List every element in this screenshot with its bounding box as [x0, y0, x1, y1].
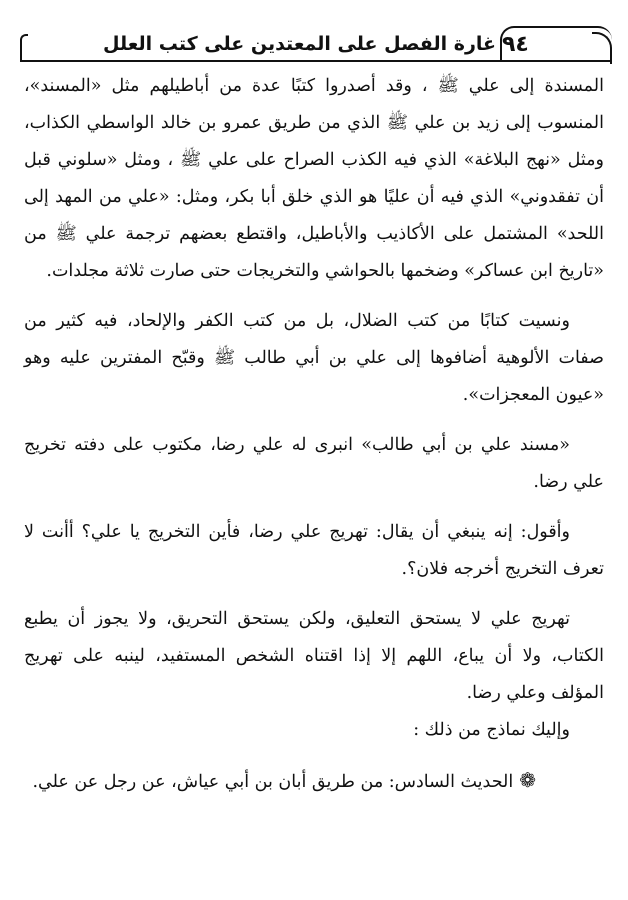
body-text — [24, 68, 604, 801]
flower-ornament-icon: ❁ — [519, 768, 536, 792]
header-rule — [20, 60, 612, 62]
page-header — [20, 26, 612, 62]
paragraph-7 — [24, 762, 604, 801]
running-title-box — [20, 30, 496, 58]
paragraph-3: «مسند علي بن أبي طالب» انبرى له علي رضا، مكتوب على دفته تخريج علي رضا. — [24, 435, 604, 492]
paragraph-4: وأقول: إنه ينبغي أن يقال: تهريج علي رضا، فأين التخريج يا علي؟ أأنت لا تعرف التخريج أخرجه فلان؟. — [24, 522, 604, 579]
paragraph-2: ونسيت كتابًا من كتب الضلال، بل من كتب الكفر والإلحاد، فيه كثير من صفات الألوهية أضافوها إلى علي بن أبي طالب ﷺ وقبّح المفترين عليه وهو «عيون المعجزات». — [24, 311, 604, 405]
paragraph-1: المسندة إلى علي ﷺ ، وقد أصدروا كتبًا عدة من أباطيلهم مثل «المسند»، المنسوب إلى زيد بن علي ﷺ الذي من طريق عمرو بن خالد الواسطي الكذاب، ومثل «نهج البلاغة» الذي فيه الكذب الصراح على علي ﷺ ، ومثل «سلوني قبل أن تفقدوني» الذي فيه أن عليًا هو الذي خلق أبا بكر، ومثل: «علي من المهد إلى اللحد» المشتمل على الأكاذيب والأباطيل، واقتطع بعضهم ترجمة علي ﷺ من «تاريخ ابن عساكر» وضخمها بالحواشي والتخريجات حتى صارت ثلاثة مجلدات. — [24, 76, 604, 281]
page-number: ٩٤ — [502, 31, 529, 57]
paragraph-6: وإليك نماذج من ذلك : — [413, 720, 570, 740]
page-number-box — [500, 26, 612, 60]
paragraph-5: تهريج علي لا يستحق التعليق، ولكن يستحق التحريق، ولا يجوز أن يطبع الكتاب، ولا أن يباع، اللهم إلا إذا اقتناه الشخص المستفيد، لينبه على تهريج المؤلف وعلي رضا. — [24, 609, 604, 703]
running-title: غارة الفصل على المعتدين على كتب العلل — [103, 33, 496, 55]
paragraph-7-text: الحديث السادس: من طريق أبان بن أبي عياش، عن رجل عن علي. — [32, 772, 514, 792]
